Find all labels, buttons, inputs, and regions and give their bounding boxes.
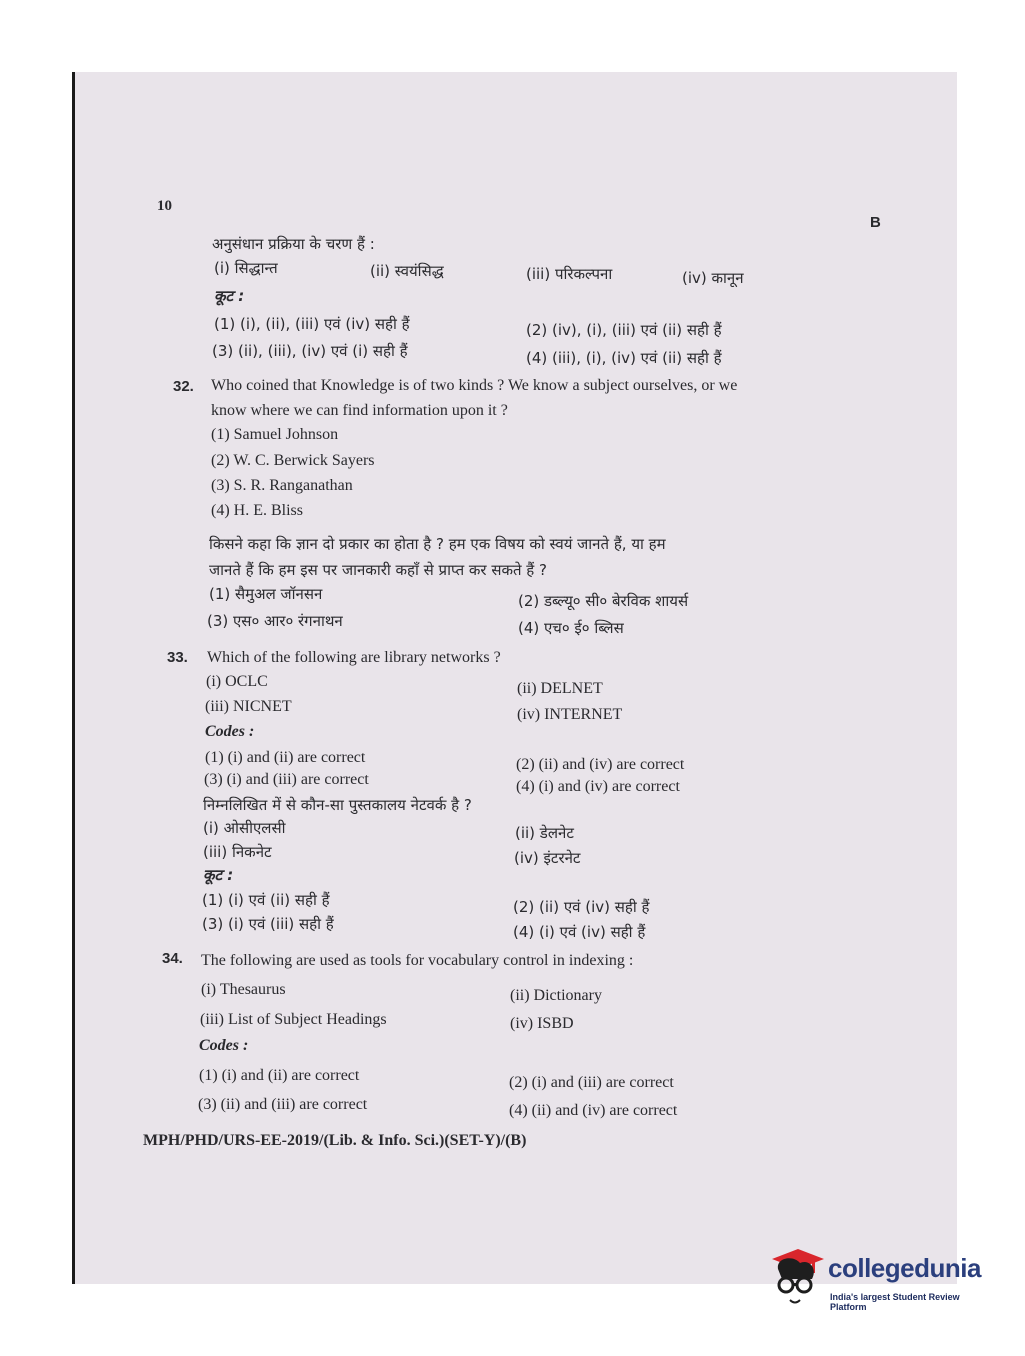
logo-tagline: India's largest Student Review Platform: [830, 1292, 960, 1312]
q32-option-en: (4) H. E. Bliss: [211, 502, 303, 519]
q33-item-en: (iii) NICNET: [205, 698, 292, 715]
q31-item-hi: (ii) स्वयंसिद्ध: [370, 262, 444, 280]
q33-option-en: (3) (i) and (iii) are correct: [204, 771, 369, 788]
q33-item-hi: (i) ओसीएलसी: [203, 819, 286, 837]
q33-option-hi: (2) (ii) एवं (iv) सही हैं: [513, 898, 650, 916]
q34-item-en: (i) Thesaurus: [201, 981, 286, 998]
q33-option-hi: (4) (i) एवं (iv) सही हैं: [513, 923, 646, 941]
q34-number: 34.: [162, 950, 183, 967]
q32-option-en: (1) Samuel Johnson: [211, 426, 339, 443]
q32-option-hi: (4) एच० ई० ब्लिस: [518, 619, 624, 637]
q32-number: 32.: [173, 378, 194, 395]
q33-item-en: (iv) INTERNET: [517, 706, 623, 723]
q33-item-hi: (iii) निकनेट: [203, 843, 272, 861]
q33-stem-hi: निम्नलिखित में से कौन-सा पुस्तकालय नेटवर्क है ?: [203, 796, 472, 814]
q34-option-en: (2) (i) and (iii) are correct: [509, 1074, 674, 1091]
page-number: 10: [157, 198, 172, 214]
q34-codes-label: Codes :: [199, 1037, 249, 1054]
q32-option-hi: (1) सैमुअल जॉनसन: [209, 585, 323, 603]
q32-stem-en: Who coined that Knowledge is of two kinds ? We know a subject ourselves, or we: [211, 377, 738, 394]
q31-stem-hi: अनुसंधान प्रक्रिया के चरण हैं :: [212, 235, 375, 253]
q33-item-hi: (iv) इंटरनेट: [514, 849, 581, 867]
q33-stem-en: Which of the following are library networks ?: [207, 649, 501, 666]
q32-option-hi: (2) डब्ल्यू० सी० बेरविक शायर्स: [518, 592, 689, 610]
graduate-mascot-icon: [768, 1245, 826, 1315]
q34-option-en: (1) (i) and (ii) are correct: [199, 1067, 360, 1084]
q33-codes-label: Codes :: [205, 723, 255, 740]
q33-number: 33.: [167, 649, 188, 666]
logo-brand-text: collegedunia: [828, 1253, 981, 1283]
q33-item-en: (ii) DELNET: [517, 680, 603, 697]
q32-option-en: (3) S. R. Ranganathan: [211, 477, 353, 494]
set-letter: B: [870, 214, 881, 231]
q31-codes-label: कूट :: [214, 287, 245, 305]
q34-option-en: (4) (ii) and (iv) are correct: [509, 1102, 678, 1119]
q31-option-hi: (2) (iv), (i), (iii) एवं (ii) सही हैं: [526, 321, 722, 339]
q33-option-en: (2) (ii) and (iv) are correct: [516, 756, 685, 773]
q33-codes-label-hi: कूट :: [203, 866, 234, 884]
q34-item-en: (iii) List of Subject Headings: [200, 1011, 387, 1028]
q31-item-hi: (iv) कानून: [682, 269, 744, 287]
q33-item-en: (i) OCLC: [206, 673, 268, 690]
q31-option-hi: (1) (i), (ii), (iii) एवं (iv) सही हैं: [214, 315, 410, 333]
q34-item-en: (ii) Dictionary: [510, 987, 602, 1004]
q32-option-hi: (3) एस० आर० रंगनाथन: [207, 612, 343, 630]
q32-stem-en: know where we can find information upon it ?: [211, 402, 508, 419]
q34-item-en: (iv) ISBD: [510, 1015, 574, 1032]
q32-stem-hi: किसने कहा कि ज्ञान दो प्रकार का होता है ? हम एक विषय को स्वयं जानते हैं, या हम: [209, 535, 666, 553]
q33-option-en: (4) (i) and (iv) are correct: [516, 778, 680, 795]
q31-option-hi: (4) (iii), (i), (iv) एवं (ii) सही हैं: [526, 349, 722, 367]
collegedunia-logo[interactable]: [768, 1245, 998, 1315]
q31-item-hi: (iii) परिकल्पना: [526, 265, 613, 283]
q33-item-hi: (ii) डेलनेट: [515, 824, 574, 842]
q33-option-en: (1) (i) and (ii) are correct: [205, 749, 366, 766]
q33-option-hi: (1) (i) एवं (ii) सही हैं: [202, 891, 330, 909]
q32-option-en: (2) W. C. Berwick Sayers: [211, 452, 375, 469]
q34-stem-en: The following are used as tools for vocabulary control in indexing :: [201, 952, 634, 969]
q31-item-hi: (i) सिद्धान्त: [214, 259, 278, 277]
q33-option-hi: (3) (i) एवं (iii) सही हैं: [202, 915, 334, 933]
q31-option-hi: (3) (ii), (iii), (iv) एवं (i) सही हैं: [212, 342, 408, 360]
exam-code-footer: MPH/PHD/URS-EE-2019/(Lib. & Info. Sci.)(SET-Y)/(B): [143, 1132, 527, 1149]
q32-stem-hi: जानते हैं कि हम इस पर जानकारी कहाँ से प्राप्त कर सकते हैं ?: [209, 561, 547, 579]
q34-option-en: (3) (ii) and (iii) are correct: [198, 1096, 368, 1113]
